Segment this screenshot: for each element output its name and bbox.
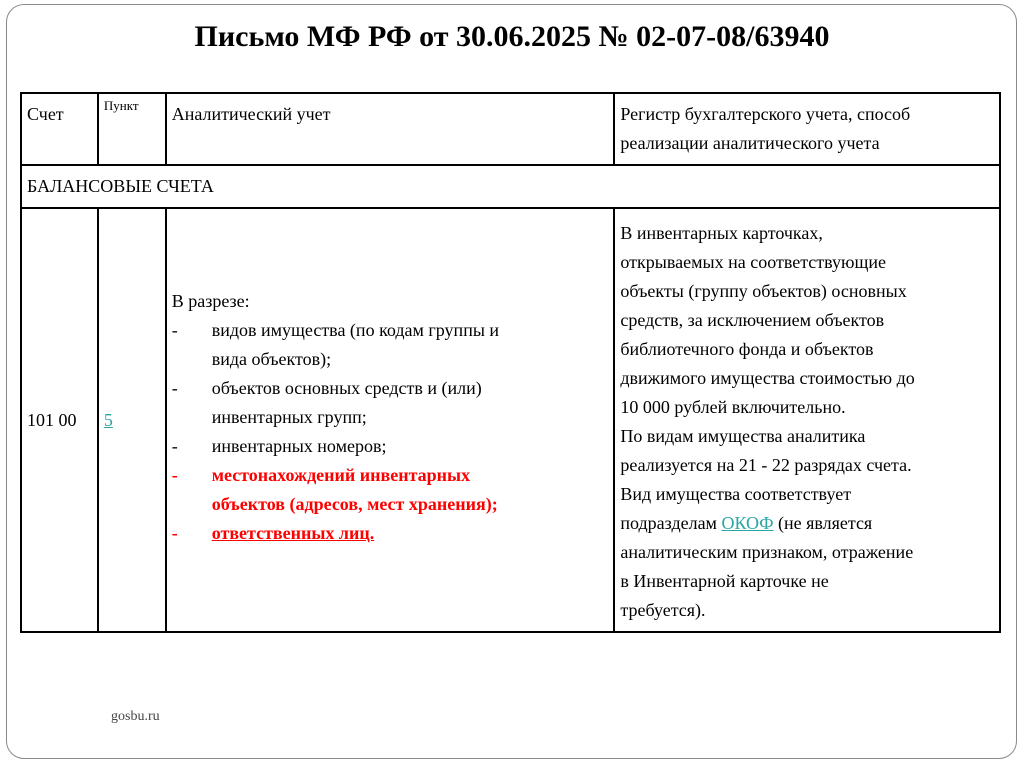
register-line: 10 000 рублей включительно. [620,397,846,417]
table-row [21,208,1000,632]
section-row [21,165,1000,208]
analytics-item-text: инвентарных номеров; [211,435,387,456]
bullet-dash: - [171,522,178,543]
okof-link[interactable]: ОКОФ [721,513,774,533]
bullet-dash: - [171,319,178,340]
register-cell: В инвентарных карточках, открываемых на соответствующие объекты (группу объектов) основных средств, за исключением объектов библиотечного фонда и объектов движимого имущества стоимостью до 10 000 рублей включительно. По видам имущества аналитика реализуется на 21 - 22 разрядах счета. Вид имущества соответствует подразделам ОКОФ (не является аналитическим признаком, отражение в Инвентарной карточке не требуется). [614,208,1000,632]
analytics-item-text: объектов (адресов, мест хранения); [211,493,498,514]
header-account: Счет [21,93,98,165]
register-line: открываемых на соответствующие [620,252,886,272]
analytics-list-item [172,519,609,548]
analytics-list-item [172,345,609,374]
analytics-intro: В разрезе: [171,290,250,311]
register-line: По видам имущества аналитика [620,426,866,446]
register-line: требуется). [620,600,706,620]
register-line: В инвентарных карточках, [620,223,823,243]
analytics-item-text: вида объектов); [211,348,332,369]
footer-site: gosbu.ru [111,709,160,724]
analytics-item-text: инвентарных групп; [211,406,367,427]
bullet-dash: - [171,377,178,398]
bullet-dash [172,345,212,374]
analytics-list-item [172,403,609,432]
bullet-dash [172,490,212,519]
analytics-item-text: ответственных лиц. [211,522,375,543]
header-register: Регистр бухгалтерского учета, способ реализации аналитического учета [614,93,1000,165]
bullet-dash: - [171,435,178,456]
item-link[interactable]: 5 [103,409,113,430]
section-title: БАЛАНСОВЫЕ СЧЕТА [21,165,1000,208]
analytics-list-item [172,374,609,403]
register-line: библиотечного фонда и объектов [620,339,874,359]
analytics-cell [166,208,615,632]
register-line: Вид имущества соответствует [620,484,852,504]
analytics-item-text: объектов основных средств и (или) [211,377,482,398]
bullet-dash: - [171,464,178,485]
register-line: движимого имущества стоимостью до [620,368,915,388]
analytics-item-text: местонахождений инвентарных [211,464,471,485]
account-cell: 101 00 [21,208,98,632]
item-cell [98,208,166,632]
register-line: аналитическим признаком, отражение [620,542,914,562]
register-line: объекты (группу объектов) основных [620,281,907,301]
table-header-row [21,93,1000,165]
bullet-dash [172,403,212,432]
register-line: средств, за исключением объектов [620,310,885,330]
register-line: реализуется на 21 - 22 разрядах счета. [620,455,912,475]
page-title: Письмо МФ РФ от 30.06.2025 № 02-07-08/63940 [194,20,830,53]
analytics-list-item [172,432,609,461]
analytics-item-text: видов имущества (по кодам группы и [211,319,500,340]
analytics-list-item [172,461,609,490]
header-analytics: Аналитический учет [166,93,615,165]
analytics-list-item [172,490,609,519]
analytics-list [172,316,609,548]
accounting-table [20,92,1001,633]
analytics-list-item [172,316,609,345]
register-line: в Инвентарной карточке не [620,571,829,591]
header-item: Пункт [98,93,166,165]
